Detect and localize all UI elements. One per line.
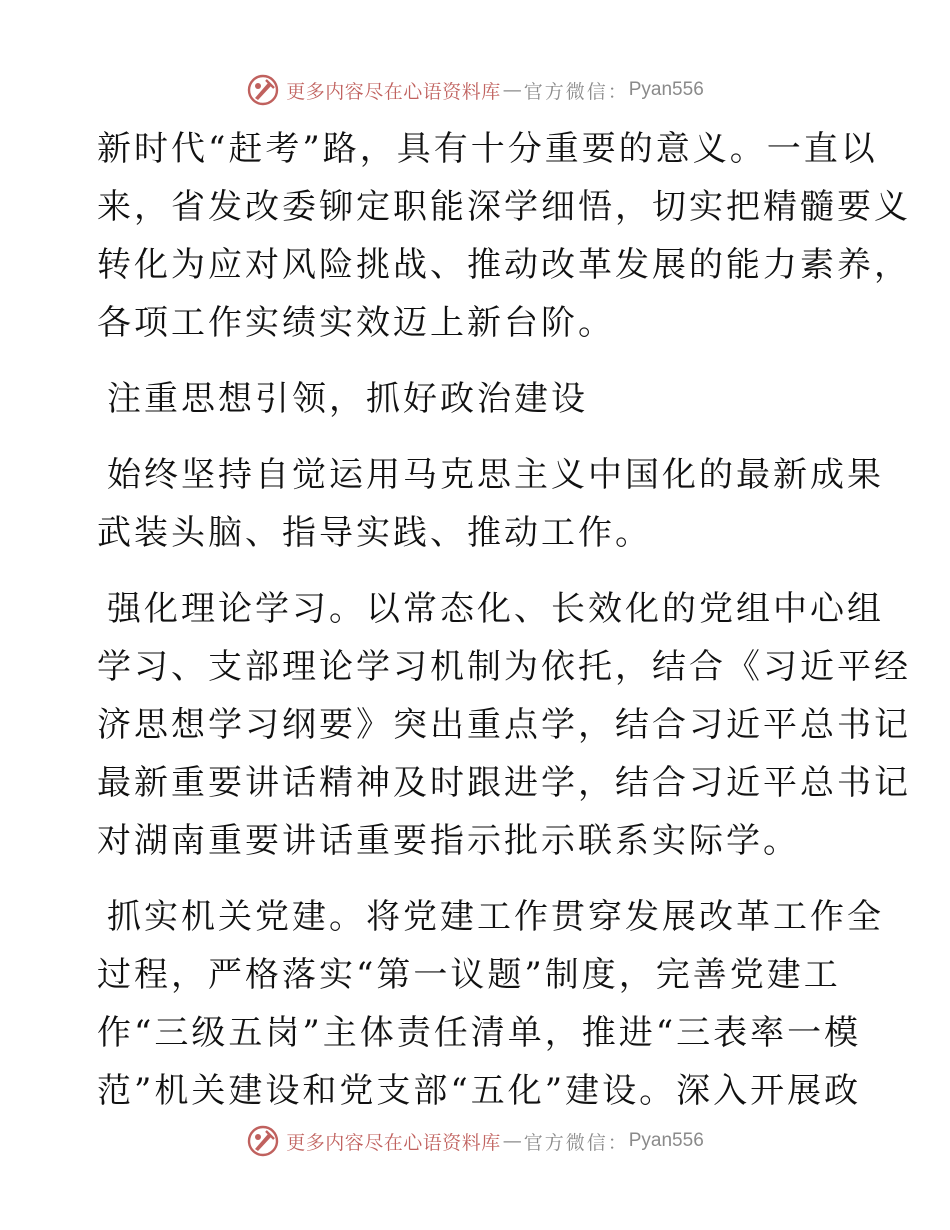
text-line: 济思想学习纲要》突出重点学，结合习近平总书记 (97, 705, 911, 745)
text-line: 对湖南重要讲话重要指示批示联系实际学。 (97, 821, 800, 861)
document-body (97, 120, 911, 1138)
text-line: 学习、支部理论学习机制为依托，结合《习近平经 (97, 647, 911, 687)
text-line: 范”机关建设和党支部“五化”建设。深入开展政 (97, 1071, 862, 1111)
watermark-site-text: 更多内容尽在心语资料库 (286, 1131, 501, 1154)
text-line: 武装头脑、指导实践、推动工作。 (97, 513, 652, 553)
quill-logo-icon (246, 1124, 280, 1158)
watermark-dash: — (502, 79, 522, 101)
watermark-dash: — (502, 1130, 522, 1152)
text-line: 最新重要讲话精神及时跟进学，结合习近平总书记 (97, 763, 911, 803)
heading-line: 注重思想引领，抓好政治建设 (107, 379, 588, 419)
paragraph-1 (97, 120, 911, 352)
watermark-account: Pyan556 (628, 1130, 704, 1151)
section-heading (97, 370, 857, 428)
text-line: 强化理论学习。以常态化、长效化的党组中心组 (107, 589, 884, 629)
text-line: 过程，严格落实“第一议题”制度，完善党建工 (97, 955, 841, 995)
watermark-label: 官方微信： (523, 80, 629, 103)
text-line: 新时代“赶考”路，具有十分重要的意义。一直以 (97, 129, 878, 169)
paragraph-4 (97, 888, 884, 1120)
paragraph-2 (97, 446, 884, 562)
text-line: 始终坚持自觉运用马克思主义中国化的最新成果 (107, 455, 884, 495)
text-line: 抓实机关党建。将党建工作贯穿发展改革工作全 (107, 897, 884, 937)
text-line: 转化为应对风险挑战、推动改革发展的能力素养， (97, 245, 911, 285)
watermark-label: 官方微信： (523, 1131, 629, 1154)
paragraph-3 (97, 580, 911, 870)
quill-logo-icon (246, 73, 280, 107)
text-line: 来，省发改委铆定职能深学细悟，切实把精髓要义 (97, 187, 911, 227)
text-line: 作“三级五岗”主体责任清单，推进“三表率一模 (97, 1013, 862, 1053)
text-line: 各项工作实绩实效迈上新台阶。 (97, 303, 615, 343)
footer-watermark (0, 1121, 950, 1161)
header-watermark (0, 70, 950, 110)
watermark-account: Pyan556 (628, 79, 704, 100)
watermark-site-text: 更多内容尽在心语资料库 (286, 80, 501, 103)
